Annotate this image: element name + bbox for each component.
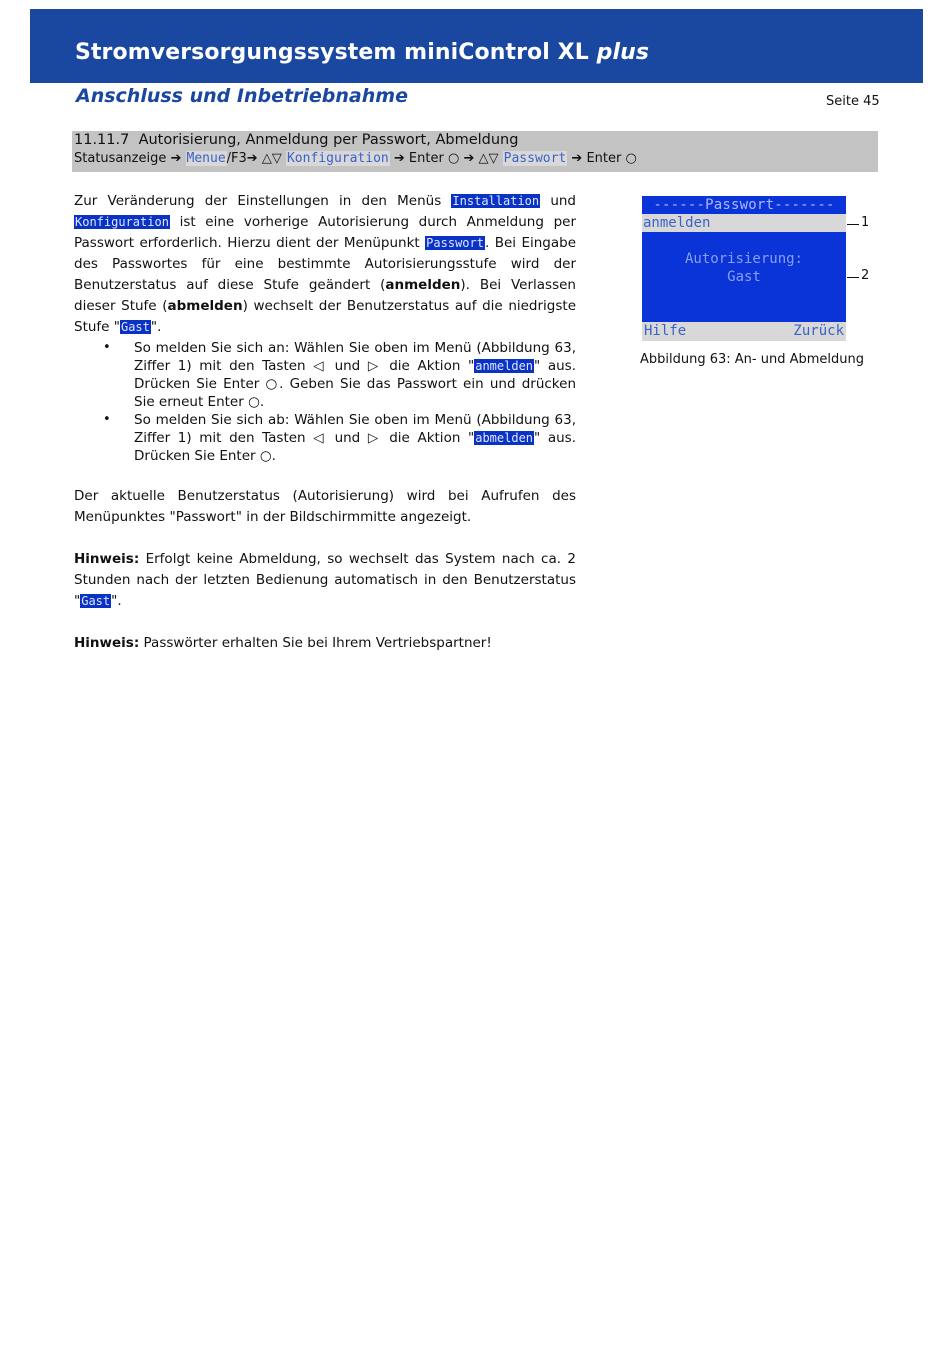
list-item: [74, 339, 576, 411]
list-item: [74, 411, 576, 465]
text-run: Passwörter erhalten Sie bei Ihrem Vertriebspartner!: [139, 635, 492, 651]
note-passwords: [74, 633, 576, 654]
lcd-authorization-value: Gast: [727, 269, 761, 285]
text-run: " aus. Drücken Sie Enter ○. Geben Sie das Passwort ein und drücken Sie erneut Enter ○.: [134, 358, 577, 410]
text-run: . Bei Eingabe des Passwortes für eine bestimmte Autorisierungsstufe wird der Benutzerstatus auf diese Stufe geändert (: [74, 235, 576, 293]
callout-line-2: [847, 277, 859, 278]
arrow-right-icon: ➔: [463, 151, 475, 166]
lcd-screen-figure: [642, 196, 846, 341]
menu-path: [74, 151, 637, 166]
text-run: Zur Veränderung der Einstellungen in den Menüs: [74, 193, 442, 209]
bullet-icon: •: [103, 412, 111, 427]
section-title-text: Autorisierung, Anmeldung per Passwort, Abmeldung: [138, 132, 519, 148]
list-item-text: [134, 339, 576, 411]
note-label: Hinweis:: [74, 635, 140, 651]
code-passwort: Passwort: [426, 236, 484, 250]
path-f3: /F3: [226, 151, 247, 166]
bold-abmelden: abmelden: [167, 298, 243, 314]
code-gast: Gast: [81, 594, 111, 608]
lcd-help-label: Hilfe: [644, 323, 687, 339]
path-passwort: Passwort: [503, 151, 567, 166]
code-anmelden: anmelden: [475, 359, 534, 373]
up-down-keys-icon: △▽: [261, 151, 282, 166]
bold-anmelden: anmelden: [385, 277, 461, 293]
text-run: " aus. Drücken Sie Enter ○.: [134, 430, 577, 464]
section-number: 11.11.7: [74, 132, 130, 148]
path-konfiguration: Konfiguration: [286, 151, 389, 166]
chapter-title: Anschluss und Inbetriebnahme: [76, 85, 408, 107]
header-bar: [30, 9, 923, 83]
lcd-selected-action: anmelden: [642, 214, 846, 232]
document-title-plus: plus: [596, 40, 650, 65]
list-item-text: [134, 411, 576, 465]
body-text: [74, 191, 576, 654]
section-heading-box: [72, 131, 878, 172]
text-run: und: [550, 193, 576, 209]
note-label: Hinweis:: [74, 551, 140, 567]
enter-circle-icon: ○: [625, 151, 637, 166]
document-title-main: Stromversorgungssystem miniControl XL: [75, 40, 589, 65]
text-run: So melden Sie sich ab: Wählen Sie oben im Menü (Abbildung 63, Ziffer 1) mit den Tasten ◁ und ▷ die Aktion ": [134, 412, 576, 446]
text-run: So melden Sie sich an: Wählen Sie oben im Menü (Abbildung 63, Ziffer 1) mit den Tasten ◁ und ▷ die Aktion ": [134, 340, 576, 374]
enter-circle-icon: ○: [447, 151, 460, 166]
path-enter: Enter: [408, 151, 444, 166]
document-title: [75, 40, 649, 65]
lcd-footer: [642, 322, 846, 341]
code-abmelden: abmelden: [475, 431, 534, 445]
path-start: Statusanzeige: [74, 151, 167, 166]
text-run: ) wechselt der Benutzerstatus auf die niedrigste Stufe ": [74, 298, 577, 335]
text-run: ".: [150, 319, 162, 335]
path-menue: Menue: [186, 151, 226, 166]
page-number: Seite 45: [826, 94, 880, 109]
lcd-authorization-label: Autorisierung:: [684, 251, 803, 267]
callout-number-1: 1: [861, 215, 870, 230]
code-gast: Gast: [120, 320, 150, 334]
text-run: ist eine vorherige Autorisierung durch Anmeldung per Passwort erforderlich. Hierzu dient der Menüpunkt: [74, 214, 576, 251]
lcd-header: ------Passwort-------: [653, 197, 835, 213]
section-title: [74, 132, 518, 148]
bullet-list: [74, 339, 576, 465]
status-paragraph: Der aktuelle Benutzerstatus (Autorisierung) wird bei Aufrufen des Menüpunktes "Passwort" in der Bildschirmmitte angezeigt.: [74, 488, 576, 525]
note-auto-logout: [74, 549, 576, 612]
path-enter: Enter: [586, 151, 622, 166]
lcd-back-label: Zurück: [793, 323, 844, 339]
callout-number-2: 2: [861, 268, 870, 283]
arrow-right-icon: ➔: [170, 151, 182, 166]
arrow-right-icon: ➔: [393, 151, 405, 166]
up-down-keys-icon: △▽: [478, 151, 499, 166]
intro-paragraph: [74, 191, 576, 338]
arrow-right-icon: ➔: [571, 151, 583, 166]
bullet-icon: •: [103, 340, 111, 355]
code-konfiguration: Konfiguration: [75, 215, 169, 229]
text-run: ".: [111, 593, 122, 609]
text-run: Erfolgt keine Abmeldung, so wechselt das System nach ca. 2 Stunden nach der letzten Bedienung automatisch in den Benutzerstatus ": [74, 551, 576, 609]
text-run: ). Bei Verlassen dieser Stufe (: [74, 277, 576, 314]
callout-line-1: [847, 224, 859, 225]
figure-caption: Abbildung 63: An- und Abmeldung: [640, 352, 865, 367]
arrow-right-icon: ➔: [246, 151, 258, 166]
code-installation: Installation: [452, 194, 540, 208]
